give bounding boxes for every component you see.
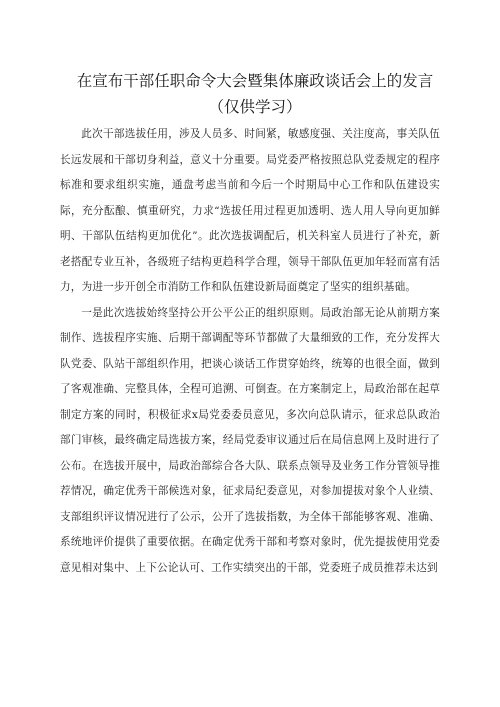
document-title: 在宣布干部任职命令大会暨集体廉政谈话会上的发言（仅供学习）	[76, 72, 434, 116]
document-body	[60, 122, 440, 581]
paragraph-intro: 此次干部选拔任用，涉及人员多、时间紧，敏感度强、关注度高，事关队伍长远发展和干部切身利益，意义十分重要。局党委严格按照总队党委规定的程序标准和要求组织实施，通盘考虑当前和今后一个时期局中心工作和队伍建设实际，充分酝酿、慎重研究，力求“选拔任用过程更加透明、选人用人导向更加鲜明、干部队伍结构更加优化”。此次选拔调配后，机关科室人员进行了补充，新老搭配专业互补，各级班子结构更趋科学合理，领导干部队伍更加年轻而富有活力，为进一步开创全市消防工作和队伍建设新局面奠定了坚实的组织基础。	[60, 128, 440, 293]
paragraph-principle: 一是此次选拔始终坚持公开公平公正的组织原则。局政治部无论从前期方案制作、选拔程序实施、后期干部调配等环节都做了大量细致的工作，充分发挥大队党委、队站干部组织作用，把谈心谈话工作贯穿始终，统筹的也很全面，做到了客观准确、完整具体，全程可追溯、可倒查。在方案制定上，局政治部在起草制定方案的同时，积极征求x局党委委员意见，多次向总队请示，征求总队政治部门审核，最终确定局选拔方案，经局党委审议通过后在局信息网上及时进行了公布。在选拔开展中，局政治部综合各大队、联系点领导及业务工作分管领导推荐情况，确定优秀干部候选对象，征求局纪委意见，对参加提拔对象个人业绩、支部组织评议情况进行了公示，公开了选拔指数，为全体干部能够客观、准确、系统地评价提供了重要依据。在确定优秀干部和考察对象时，优先提拔使用党委意见相对集中、上下公论认可、工作实绩突出的干部，党委班子成员推荐未达到	[60, 306, 440, 574]
